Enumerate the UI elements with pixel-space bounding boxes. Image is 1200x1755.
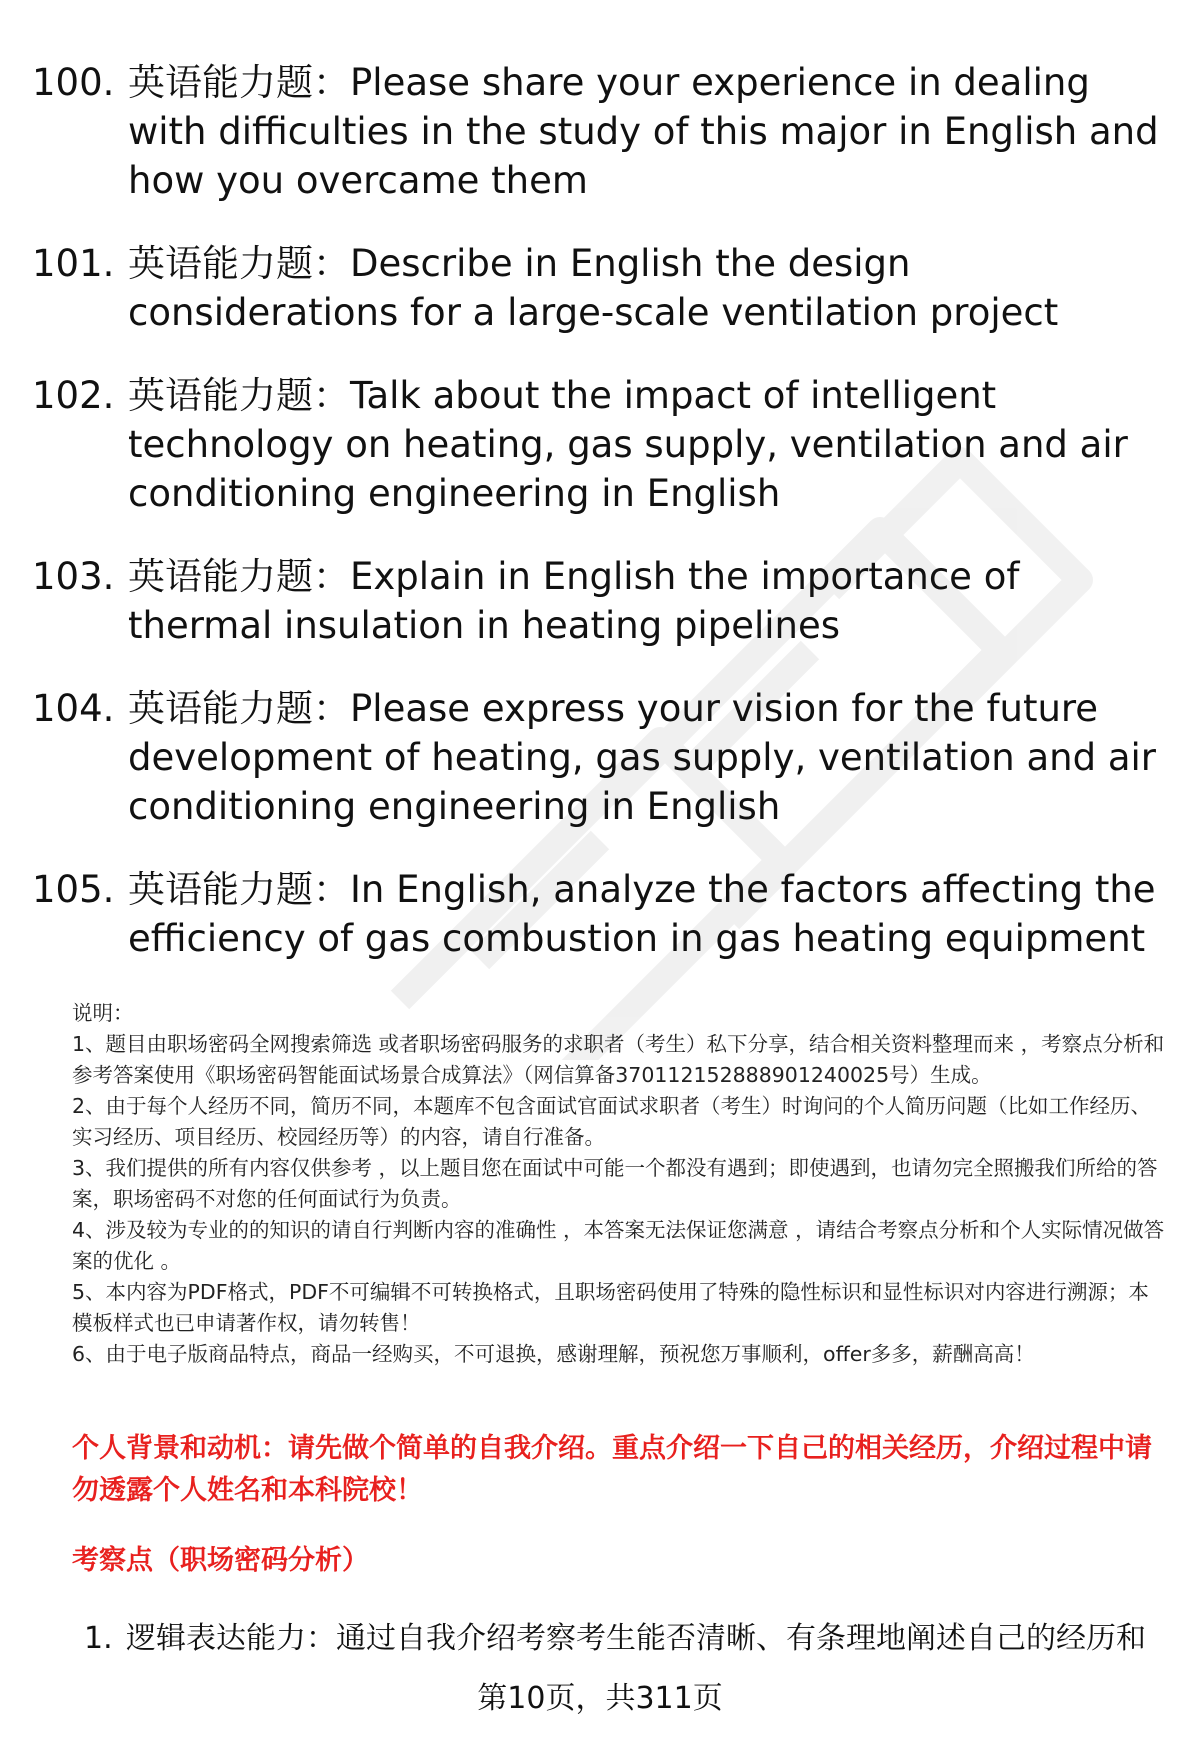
note-item: 5、本内容为PDF格式，PDF不可编辑不可转换格式，且职场密码使用了特殊的隐性标识和显性标识对内容进行溯源；本模板样式也已申请著作权，请勿转售！ bbox=[72, 1280, 1149, 1335]
question-text bbox=[128, 239, 1172, 337]
question-label: 英语能力题： bbox=[128, 242, 350, 285]
question-label: 英语能力题： bbox=[128, 374, 350, 417]
note-item: 2、由于每个人经历不同，简历不同，本题库不包含面试官面试求职者（考生）时询问的个人简历问题（比如工作经历、实习经历、项目经历、校园经历等）的内容，请自行准备。 bbox=[72, 1094, 1152, 1149]
question-number: 103. bbox=[32, 555, 115, 598]
analysis-point-number: 1. bbox=[84, 1621, 113, 1656]
question-label: 英语能力题： bbox=[128, 868, 350, 911]
analysis-heading: 考察点（职场密码分析） bbox=[72, 1545, 369, 1576]
question-label: 英语能力题： bbox=[128, 687, 350, 730]
question-item bbox=[32, 371, 1172, 518]
notes-section bbox=[72, 998, 1167, 1370]
question-item bbox=[32, 239, 1172, 337]
page-footer: 第10页，共311页 bbox=[477, 1681, 723, 1716]
question-label: 英语能力题： bbox=[128, 61, 350, 104]
question-body: Describe in English the design considerations for a large-scale ventilation project bbox=[128, 242, 1059, 334]
question-number: 100. bbox=[32, 61, 115, 104]
question-item bbox=[32, 865, 1172, 963]
question-item bbox=[32, 552, 1172, 650]
question-text bbox=[128, 552, 1172, 650]
question-body: Please share your experience in dealing with difficulties in the study of this major in English and how you overcame them bbox=[128, 61, 1159, 202]
question-number: 105. bbox=[32, 868, 115, 911]
analysis-point bbox=[84, 1618, 1174, 1660]
question-label: 英语能力题： bbox=[128, 555, 350, 598]
question-item bbox=[32, 684, 1172, 831]
question-body: In English, analyze the factors affecting the efficiency of gas combustion in gas heating equipment bbox=[128, 868, 1156, 960]
question-text bbox=[128, 371, 1172, 518]
note-item: 6、由于电子版商品特点，商品一经购买，不可退换，感谢理解，预祝您万事顺利，offer多多，薪酬高高！ bbox=[72, 1342, 1035, 1366]
question-body: Explain in English the importance of thermal insulation in heating pipelines bbox=[128, 555, 1020, 647]
question-text bbox=[128, 684, 1172, 831]
question-list bbox=[32, 58, 1172, 997]
note-item: 3、我们提供的所有内容仅供参考 ，以上题目您在面试中可能一个都没有遇到；即使遇到，也请勿完全照搬我们所给的答案，职场密码不对您的任何面试行为负责。 bbox=[72, 1156, 1158, 1211]
background-question-heading: 个人背景和动机：请先做个简单的自我介绍。重点介绍一下自己的相关经历，介绍过程中请勿透露个人姓名和本科院校！ bbox=[72, 1433, 1152, 1506]
notes-title: 说明： bbox=[72, 1001, 134, 1025]
question-text bbox=[128, 58, 1172, 205]
question-text bbox=[128, 865, 1172, 963]
note-item: 1、题目由职场密码全网搜索筛选 或者职场密码服务的求职者（考生）私下分享，结合相关资料整理而来 ，考察点分析和参考答案使用《职场密码智能面试场景合成算法》（网信算备370112152888901240025号）生成。 bbox=[72, 1032, 1165, 1087]
question-body: Please express your vision for the future development of heating, gas supply, ventilation and air conditioning engineering in English bbox=[128, 687, 1157, 828]
question-number: 101. bbox=[32, 242, 115, 285]
question-number: 104. bbox=[32, 687, 115, 730]
question-body: Talk about the impact of intelligent technology on heating, gas supply, ventilation and air conditioning engineering in English bbox=[128, 374, 1128, 515]
question-number: 102. bbox=[32, 374, 115, 417]
analysis-point-text: 逻辑表达能力：通过自我介绍考察考生能否清晰、有条理地阐述自己的经历和 bbox=[126, 1621, 1146, 1656]
note-item: 4、涉及较为专业的的知识的请自行判断内容的准确性 ，本答案无法保证您满意 ，请结合考察点分析和个人实际情况做答案的优化 。 bbox=[72, 1218, 1165, 1273]
question-item bbox=[32, 58, 1172, 205]
